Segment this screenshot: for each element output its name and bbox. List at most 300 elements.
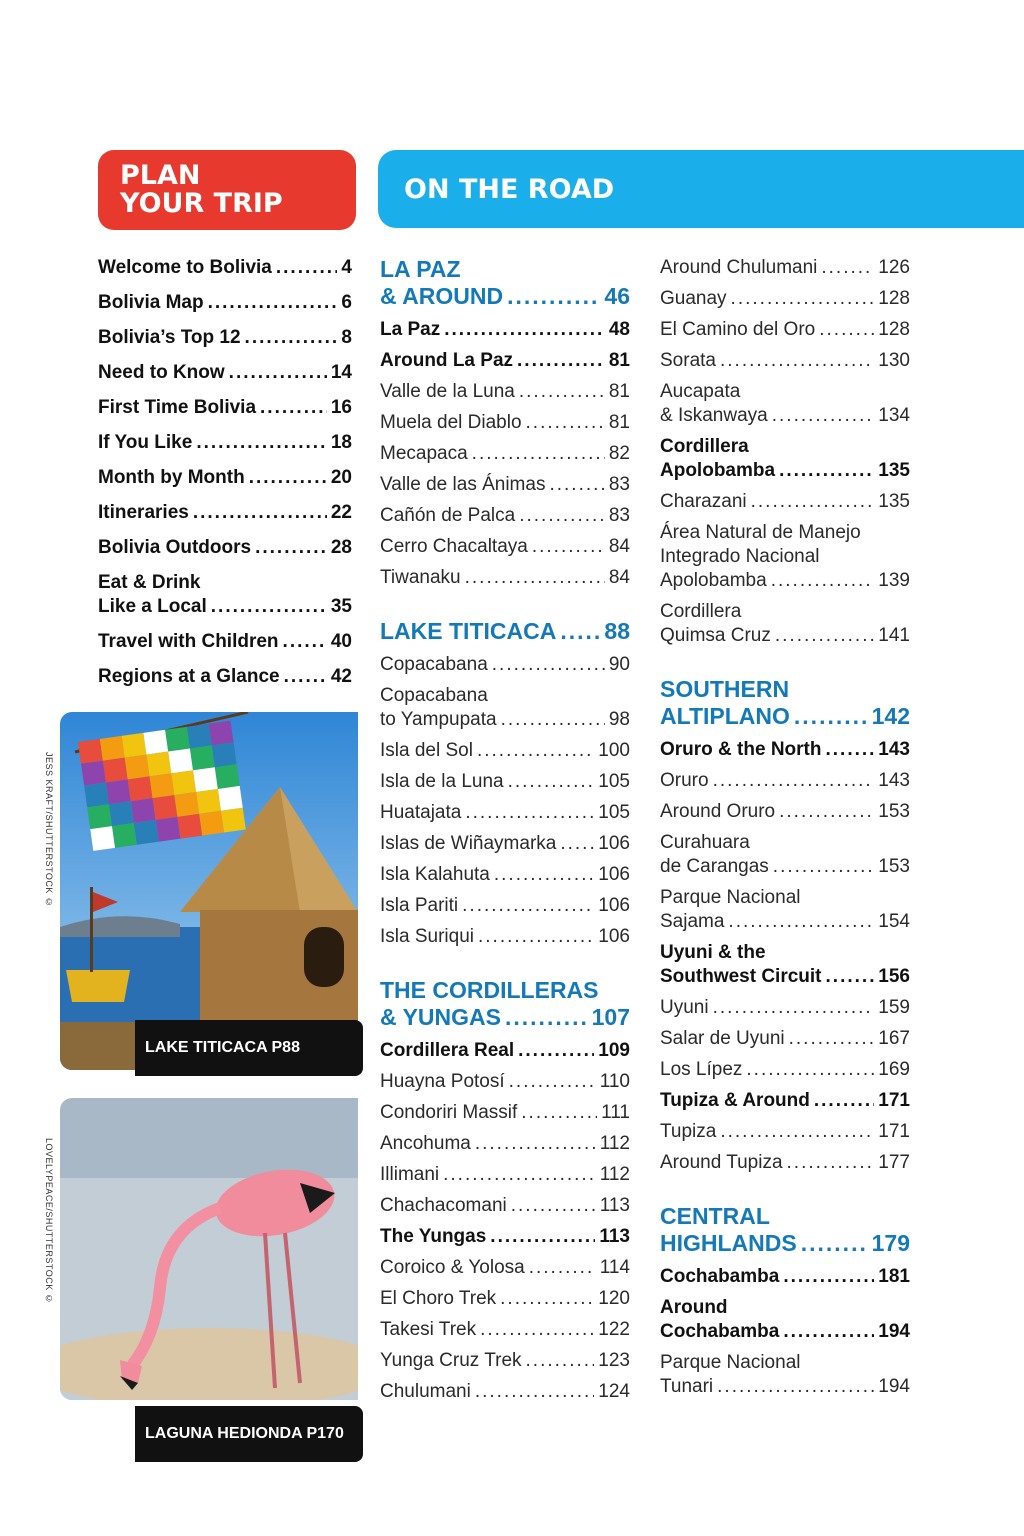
toc-entry[interactable] <box>98 256 352 280</box>
entry-line <box>98 665 352 689</box>
page-number: 167 <box>878 1028 910 1049</box>
toc-entry[interactable] <box>380 1039 630 1063</box>
dot-leader <box>751 490 875 514</box>
entry-label: Apolobamba <box>660 460 776 481</box>
entry-line <box>380 708 630 732</box>
page-number: 28 <box>330 537 352 558</box>
page-number: 20 <box>330 467 352 488</box>
page-number: 135 <box>878 460 910 481</box>
entry-label: Cerro Chacaltaya <box>380 536 528 557</box>
entry-line <box>660 855 910 879</box>
page-number: 154 <box>878 911 910 932</box>
entry-label: Oruro <box>660 770 709 791</box>
entry-line <box>380 1132 630 1156</box>
entry-line <box>380 1318 630 1342</box>
page-number: 130 <box>878 350 910 371</box>
entry-label: Apolobamba <box>660 570 767 591</box>
entry-label: Cochabamba <box>660 1266 780 1287</box>
dot-leader <box>480 1318 594 1342</box>
dot-leader <box>519 380 605 404</box>
toc-entry[interactable] <box>660 349 910 373</box>
toc-section <box>380 618 630 949</box>
toc-entry[interactable] <box>380 863 630 887</box>
dot-leader <box>475 1132 596 1156</box>
entry-label: Coroico & Yolosa <box>380 1257 525 1278</box>
page-number: 153 <box>878 856 910 877</box>
entry-line <box>660 459 910 483</box>
section-heading-label: & AROUND <box>380 283 504 309</box>
toc-section <box>380 977 630 1404</box>
dot-leader <box>826 738 875 762</box>
page-number: 81 <box>608 350 630 371</box>
dot-leader <box>787 1151 875 1175</box>
dot-leader <box>526 1349 595 1373</box>
entry-label: Tupiza <box>660 1121 717 1142</box>
dot-leader <box>713 996 875 1020</box>
dot-leader <box>505 1004 588 1031</box>
toc-entry[interactable] <box>660 490 910 514</box>
page-number: 156 <box>878 966 910 987</box>
dot-leader <box>526 411 605 435</box>
entry-line <box>660 569 910 593</box>
entry-line <box>380 925 630 949</box>
entry-label: Charazani <box>660 491 747 512</box>
dot-leader <box>517 349 605 373</box>
toc-entry[interactable] <box>660 600 910 648</box>
section-heading-line1: LA PAZ <box>380 256 461 282</box>
toc-entry[interactable] <box>380 1194 630 1218</box>
toc-entry[interactable] <box>380 894 630 918</box>
dot-leader <box>507 283 600 310</box>
entry-label-line1: Curahuara <box>660 832 750 853</box>
page-number: 90 <box>608 654 630 675</box>
photo-credit-1: JESS KRAFT/SHUTTERSTOCK © <box>44 752 54 908</box>
caption-text: LAGUNA HEDIONDA P170 <box>145 1425 344 1442</box>
entry-line <box>660 1320 910 1344</box>
entry-line <box>98 630 352 654</box>
toc-entry[interactable] <box>660 738 910 762</box>
toc-entry[interactable] <box>380 1132 630 1156</box>
page-number: 111 <box>601 1102 630 1123</box>
entry-label: Tupiza & Around <box>660 1090 810 1111</box>
section-page-number: 88 <box>604 618 630 644</box>
entry-label: Quimsa Cruz <box>660 625 771 646</box>
toc-entry[interactable] <box>660 996 910 1020</box>
entry-label-line1: Copacabana <box>380 685 488 706</box>
page-number: 124 <box>598 1381 630 1402</box>
dot-leader <box>260 396 327 420</box>
toc-entry[interactable] <box>98 665 352 689</box>
section-heading-line <box>380 618 630 645</box>
section-heading-label: HIGHLANDS <box>660 1230 797 1256</box>
page-number: 100 <box>598 740 630 761</box>
page-number: 128 <box>878 319 910 340</box>
entry-label-line2: Integrado Nacional <box>660 546 820 567</box>
entry-line <box>380 801 630 825</box>
entry-line <box>660 1375 910 1399</box>
page-number: 194 <box>878 1376 910 1397</box>
entry-line <box>380 566 630 590</box>
page-number: 143 <box>878 739 910 760</box>
dot-leader <box>775 624 874 648</box>
page-number: 159 <box>878 997 910 1018</box>
toc-entry[interactable] <box>380 739 630 763</box>
entry-line <box>380 1163 630 1187</box>
entry-label: Regions at a Glance <box>98 666 280 687</box>
toc-entry[interactable] <box>660 521 910 593</box>
entry-label: Bolivia Map <box>98 292 204 313</box>
page-number: 171 <box>878 1121 910 1142</box>
dot-leader <box>229 361 327 385</box>
entry-line <box>380 770 630 794</box>
page-number: 6 <box>341 292 352 313</box>
toc-entry[interactable] <box>660 318 910 342</box>
dot-leader <box>789 1027 875 1051</box>
page-number: 139 <box>878 570 910 591</box>
page-number: 194 <box>878 1321 910 1342</box>
dot-leader <box>494 863 594 887</box>
entry-label: Month by Month <box>98 467 245 488</box>
entry-line <box>380 863 630 887</box>
entry-line <box>380 739 630 763</box>
section-heading-line1: CENTRAL <box>660 1203 770 1229</box>
photo-caption-laguna-hedionda <box>135 1406 363 1462</box>
caption-text: LAKE TITICACA P88 <box>145 1039 300 1056</box>
page-number: 106 <box>598 926 630 947</box>
entry-label: Illimani <box>380 1164 440 1185</box>
dot-leader <box>783 1320 874 1344</box>
toc-entry[interactable] <box>380 925 630 949</box>
section-page-number: 142 <box>871 703 910 729</box>
entry-label: Need to Know <box>98 362 225 383</box>
toc-entry[interactable] <box>380 1163 630 1187</box>
entry-line <box>380 442 630 466</box>
toc-entry[interactable] <box>660 886 910 934</box>
toc-entry[interactable] <box>380 653 630 677</box>
toc-entry[interactable] <box>660 287 910 311</box>
toc-entry[interactable] <box>380 1101 630 1125</box>
entry-label: Ancohuma <box>380 1133 471 1154</box>
entry-label: Travel with Children <box>98 631 279 652</box>
entry-line <box>98 396 352 420</box>
entry-label-line1: Parque Nacional <box>660 887 801 908</box>
toc-column-2 <box>660 256 910 1427</box>
entry-label: Sajama <box>660 911 725 932</box>
toc-entry[interactable] <box>98 291 352 315</box>
entry-line <box>660 800 910 824</box>
entry-line <box>98 431 352 455</box>
page-number: 110 <box>599 1071 630 1092</box>
entry-label: Tunari <box>660 1376 714 1397</box>
page-number: 126 <box>878 257 910 278</box>
toc-entry[interactable] <box>98 571 352 619</box>
section-page-number: 107 <box>591 1004 630 1030</box>
entry-line <box>380 318 630 342</box>
entry-label: Yunga Cruz Trek <box>380 1350 522 1371</box>
toc-entry[interactable] <box>380 1349 630 1373</box>
plan-your-trip-header <box>98 150 356 230</box>
page-number: 120 <box>598 1288 630 1309</box>
dot-leader <box>509 1070 596 1094</box>
entry-label: Bolivia’s Top 12 <box>98 327 241 348</box>
entry-line <box>380 380 630 404</box>
entry-line <box>98 326 352 350</box>
on-the-road-header <box>378 150 1024 228</box>
page-number: 112 <box>599 1133 630 1154</box>
entry-line <box>660 769 910 793</box>
entry-line <box>660 490 910 514</box>
page-number: 181 <box>878 1266 910 1287</box>
entry-label: Condoriri Massif <box>380 1102 518 1123</box>
entry-label: Around Chulumani <box>660 257 818 278</box>
page-number: 83 <box>608 505 630 526</box>
entry-label: Islas de Wiñaymarka <box>380 833 557 854</box>
page-number: 40 <box>330 631 352 652</box>
entry-line <box>660 996 910 1020</box>
dot-leader <box>771 569 875 593</box>
toc-entry[interactable] <box>380 566 630 590</box>
toc-entry[interactable] <box>660 1058 910 1082</box>
entry-label-line1: Aucapata <box>660 381 741 402</box>
toc-entry[interactable] <box>98 431 352 455</box>
toc-entry[interactable] <box>98 501 352 525</box>
dot-leader <box>560 832 594 856</box>
page-number: 84 <box>608 567 630 588</box>
dot-leader <box>819 318 874 342</box>
entry-label: Isla Suriqui <box>380 926 474 947</box>
entry-label: Valle de las Ánimas <box>380 474 546 495</box>
toc-entry[interactable] <box>380 1256 630 1280</box>
entry-line <box>380 1380 630 1404</box>
section-page-number: 179 <box>871 1230 910 1256</box>
entry-line <box>660 624 910 648</box>
toc-entry[interactable] <box>660 941 910 989</box>
toc-entry[interactable] <box>660 1120 910 1144</box>
section-heading-label: & YUNGAS <box>380 1004 501 1030</box>
toc-entry[interactable] <box>380 411 630 435</box>
toc-entry[interactable] <box>380 1225 630 1249</box>
entry-label-line1: Área Natural de Manejo <box>660 522 861 543</box>
entry-label: Sorata <box>660 350 716 371</box>
dot-leader <box>731 287 875 311</box>
dot-leader <box>477 739 594 763</box>
toc-entry[interactable] <box>660 435 910 483</box>
toc-entry[interactable] <box>660 831 910 879</box>
toc-entry[interactable] <box>98 466 352 490</box>
entry-line <box>98 501 352 525</box>
entry-line <box>380 653 630 677</box>
toc-entry[interactable] <box>98 326 352 350</box>
toc-entry[interactable] <box>380 1318 630 1342</box>
dot-leader <box>519 504 605 528</box>
entry-line <box>380 473 630 497</box>
page-number: 122 <box>598 1319 630 1340</box>
dot-leader <box>746 1058 874 1082</box>
page-number: 106 <box>598 833 630 854</box>
entry-label: Southwest Circuit <box>660 966 822 987</box>
entry-label: Itineraries <box>98 502 189 523</box>
entry-line <box>660 1120 910 1144</box>
toc-entry[interactable] <box>380 535 630 559</box>
entry-line <box>98 291 352 315</box>
toc-entry[interactable] <box>380 770 630 794</box>
toc-entry[interactable] <box>660 1151 910 1175</box>
entry-line <box>660 965 910 989</box>
section-heading[interactable] <box>380 618 630 645</box>
entry-line <box>660 1058 910 1082</box>
entry-label: Cañón de Palca <box>380 505 516 526</box>
page-number: 141 <box>878 625 910 646</box>
section-heading[interactable] <box>380 256 630 310</box>
toc-entry[interactable] <box>660 800 910 824</box>
section-heading-line1: SOUTHERN <box>660 676 790 702</box>
dot-leader <box>283 630 327 654</box>
dot-leader <box>208 291 338 315</box>
page-number: 48 <box>608 319 630 340</box>
page-number: 128 <box>878 288 910 309</box>
page-number: 16 <box>330 397 352 418</box>
toc-entry[interactable] <box>98 361 352 385</box>
dot-leader <box>501 708 605 732</box>
dot-leader <box>720 1120 874 1144</box>
entry-line <box>380 1225 630 1249</box>
entry-line <box>660 738 910 762</box>
entry-line <box>380 1039 630 1063</box>
entry-line <box>380 411 630 435</box>
page-number: 177 <box>878 1152 910 1173</box>
toc-entry[interactable] <box>380 801 630 825</box>
entry-label-line1: Eat & Drink <box>98 572 201 593</box>
dot-leader <box>444 318 605 342</box>
toc-entry[interactable] <box>380 318 630 342</box>
toc-entry[interactable] <box>660 256 910 280</box>
dot-leader <box>196 431 327 455</box>
entry-line <box>380 1287 630 1311</box>
entry-label: Like a Local <box>98 596 207 617</box>
entry-label: Los Lípez <box>660 1059 743 1080</box>
dot-leader <box>492 653 605 677</box>
dot-leader <box>462 894 594 918</box>
dot-leader <box>249 466 327 490</box>
dot-leader <box>779 800 874 824</box>
entry-label: La Paz <box>380 319 441 340</box>
dot-leader <box>245 326 338 350</box>
entry-line <box>660 404 910 428</box>
toc-entry[interactable] <box>380 684 630 732</box>
section-heading-label: LAKE TITICACA <box>380 618 557 644</box>
toc-entry[interactable] <box>660 1296 910 1344</box>
entry-label: El Camino del Oro <box>660 319 816 340</box>
page-number: 8 <box>341 327 352 348</box>
section-heading[interactable] <box>660 1203 910 1257</box>
page-number: 134 <box>878 405 910 426</box>
entry-line <box>380 504 630 528</box>
toc-entry[interactable] <box>660 380 910 428</box>
entry-line <box>380 894 630 918</box>
entry-line <box>98 595 352 619</box>
entry-label: to Yampupata <box>380 709 497 730</box>
toc-entry[interactable] <box>660 1351 910 1399</box>
toc-entry[interactable] <box>380 380 630 404</box>
dot-leader <box>794 703 868 730</box>
dot-leader <box>801 1230 868 1257</box>
page-number: 135 <box>878 491 910 512</box>
toc-entry[interactable] <box>380 504 630 528</box>
toc-section <box>660 1203 910 1399</box>
entry-label: Around Oruro <box>660 801 776 822</box>
entry-line <box>660 1151 910 1175</box>
entry-label: Isla de la Luna <box>380 771 504 792</box>
plan-header-line2: YOUR TRIP <box>120 188 283 219</box>
page-number: 81 <box>608 381 630 402</box>
entry-line <box>660 287 910 311</box>
toc-entry[interactable] <box>98 630 352 654</box>
page-number: 22 <box>330 502 352 523</box>
entry-line <box>380 535 630 559</box>
page-number: 81 <box>608 412 630 433</box>
entry-line <box>98 361 352 385</box>
entry-label-line1: Cordillera <box>660 601 742 622</box>
toc-column-1 <box>380 256 630 1432</box>
toc-entry[interactable] <box>660 1265 910 1289</box>
entry-label-line1: Parque Nacional <box>660 1352 801 1373</box>
entry-line <box>660 256 910 280</box>
page-number: 112 <box>599 1164 630 1185</box>
dot-leader <box>475 1380 594 1404</box>
page-number: 18 <box>330 432 352 453</box>
entry-label: Huatajata <box>380 802 462 823</box>
dot-leader <box>783 1265 874 1289</box>
toc-entry[interactable] <box>660 1027 910 1051</box>
entry-label: Welcome to Bolivia <box>98 257 272 278</box>
entry-label: Valle de la Luna <box>380 381 515 402</box>
toc-entry[interactable] <box>380 1380 630 1404</box>
page-number: 106 <box>598 895 630 916</box>
dot-leader <box>529 1256 596 1280</box>
page-number: 153 <box>878 801 910 822</box>
dot-leader <box>521 1101 597 1125</box>
toc-entry[interactable] <box>660 1089 910 1113</box>
toc-entry[interactable] <box>660 769 910 793</box>
entry-label: Around Tupiza <box>660 1152 783 1173</box>
dot-leader <box>713 769 875 793</box>
toc-section <box>660 676 910 1175</box>
toc-entry[interactable] <box>380 442 630 466</box>
page-number: 113 <box>599 1226 630 1247</box>
toc-entry[interactable] <box>380 1287 630 1311</box>
toc-entry[interactable] <box>98 536 352 560</box>
toc-entry[interactable] <box>98 396 352 420</box>
dot-leader <box>821 256 874 280</box>
toc-entry[interactable] <box>380 832 630 856</box>
entry-line <box>380 1194 630 1218</box>
section-heading-line <box>380 283 630 310</box>
section-heading[interactable] <box>380 977 630 1031</box>
entry-line <box>98 256 352 280</box>
entry-label: If You Like <box>98 432 193 453</box>
toc-entry[interactable] <box>380 349 630 373</box>
dot-leader <box>500 1287 594 1311</box>
photo-credit-2: LOVELYPEACE/SHUTTERSTOCK © <box>44 1138 54 1305</box>
dot-leader <box>814 1089 874 1113</box>
section-heading[interactable] <box>660 676 910 730</box>
toc-entry[interactable] <box>380 1070 630 1094</box>
dot-leader <box>549 473 604 497</box>
toc-entry[interactable] <box>380 473 630 497</box>
dot-leader <box>728 910 874 934</box>
entry-label: Bolivia Outdoors <box>98 537 252 558</box>
entry-label: Salar de Uyuni <box>660 1028 785 1049</box>
